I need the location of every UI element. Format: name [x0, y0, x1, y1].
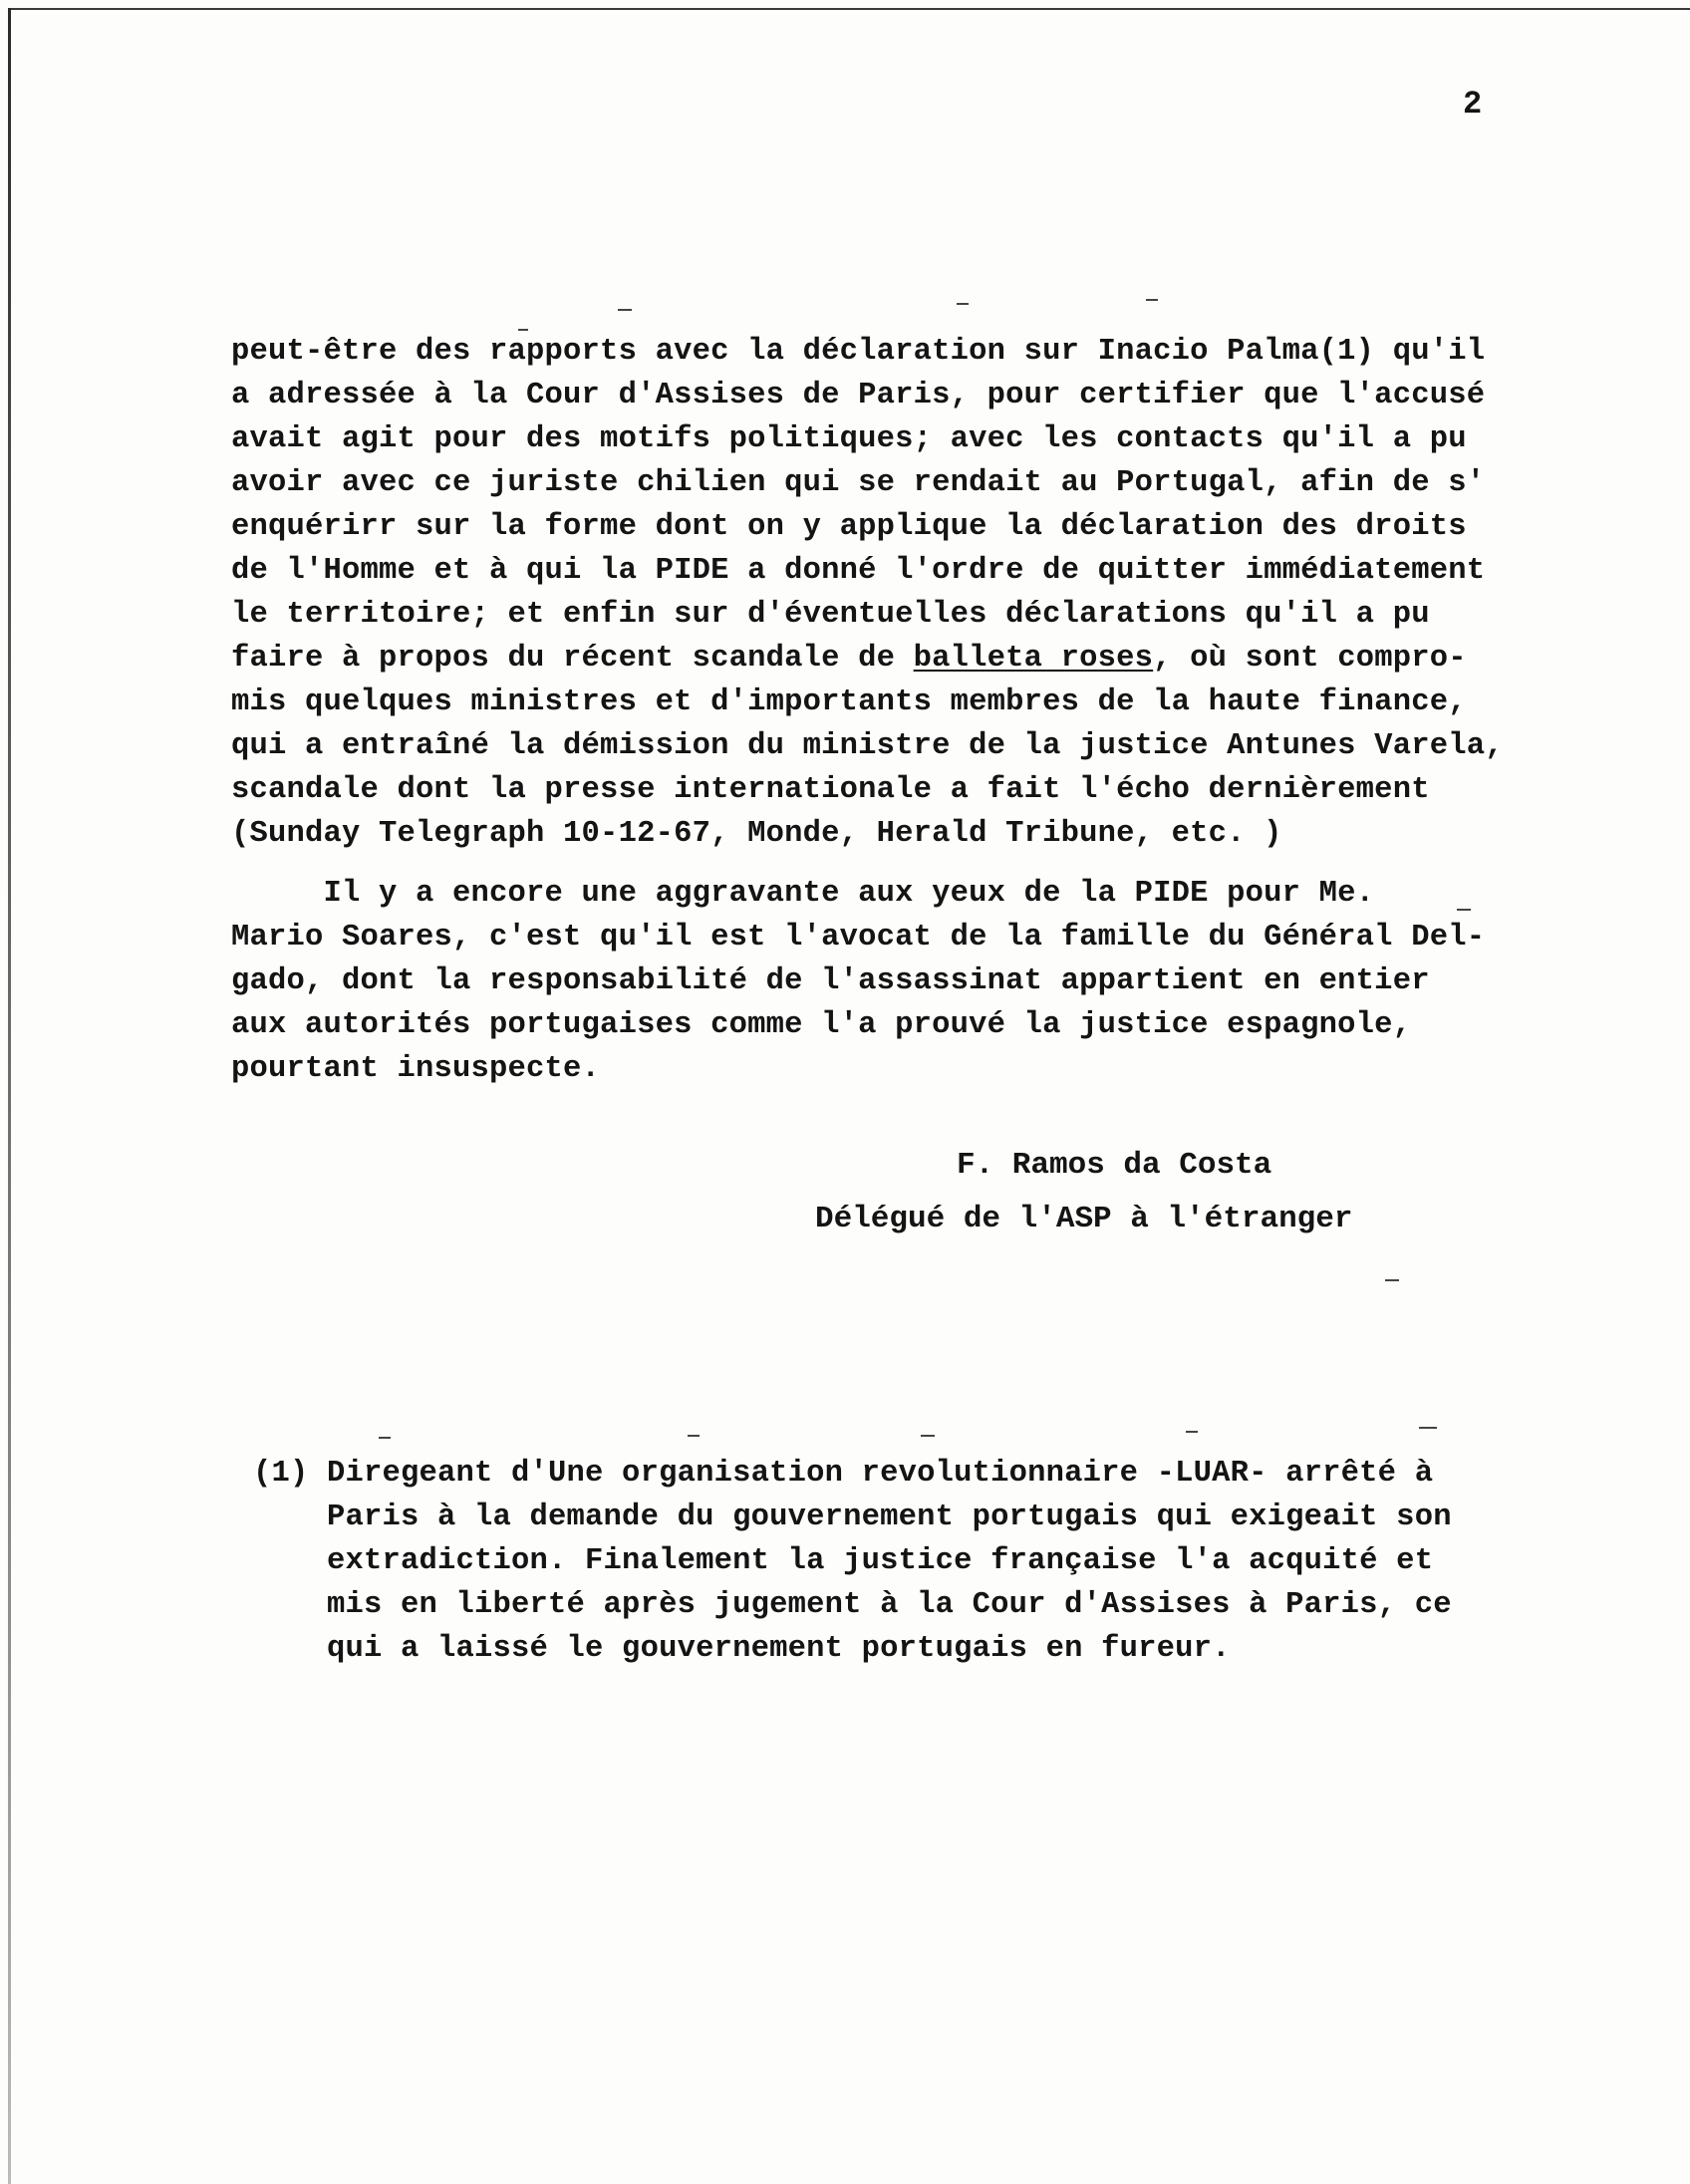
paragraph-line: mis quelques ministres et d'importants membres de la haute finance,: [231, 685, 1467, 719]
paragraph-line: aux autorités portugaises comme l'a prouvé la justice espagnole,: [231, 1008, 1412, 1042]
line-text: , où sont compro-: [1153, 642, 1467, 676]
paragraph-line: avoir avec ce juriste chilien qui se rendait au Portugal, afin de s': [231, 466, 1486, 500]
signature-name: F. Ramos da Costa: [957, 1148, 1272, 1183]
paragraph-line: gado, dont la responsabilité de l'assassinat appartient en entier: [231, 964, 1430, 998]
underlined-phrase: balleta roses: [913, 642, 1154, 676]
scan-top-edge: [8, 8, 1690, 10]
paragraph-line-with-underline: [231, 642, 1467, 676]
footnote-line: qui a laissé le gouvernement portugais en fureur.: [253, 1632, 1231, 1666]
paragraph-line: peut-être des rapports avec la déclaration sur Inacio Palma(1) qu'il: [231, 335, 1486, 369]
paragraph-line: le territoire; et enfin sur d'éventuelles déclarations qu'il a pu: [231, 598, 1430, 632]
line-text: faire à propos du récent scandale de: [231, 642, 914, 676]
paragraph-line: avait agit pour des motifs politiques; avec les contacts qu'il a pu: [231, 422, 1467, 456]
paragraph-line: de l'Homme et à qui la PIDE a donné l'ordre de quitter immédiatement: [231, 554, 1486, 588]
page-number: 2: [1463, 86, 1483, 123]
paragraph-line: pourtant insuspecte.: [231, 1052, 601, 1086]
paragraph-line: scandale dont la presse internationale a fait l'écho dernièrement: [231, 773, 1430, 807]
paragraph-line: Il y a encore une aggravante aux yeux de la PIDE pour Me.: [231, 877, 1375, 911]
footnote-line: Paris à la demande du gouvernement portugais qui exigeait son: [253, 1501, 1452, 1534]
footnote-line: extradiction. Finalement la justice française l'a acquité et: [253, 1544, 1434, 1578]
paragraph-line: a adressée à la Cour d'Assises de Paris, pour certifier que l'accusé: [231, 379, 1486, 412]
footnote-line: mis en liberté après jugement à la Cour d'Assises à Paris, ce: [253, 1588, 1452, 1622]
footnote-line: (1) Diregeant d'Une organisation revolutionnaire -LUAR- arrêté à: [253, 1457, 1434, 1491]
signature-title: Délégué de l'ASP à l'étranger: [815, 1202, 1353, 1236]
paragraph-line: (Sunday Telegraph 10-12-67, Monde, Herald Tribune, etc. ): [231, 817, 1282, 851]
paragraph-line: qui a entraîné la démission du ministre de la justice Antunes Varela,: [231, 729, 1504, 763]
paragraph-line: Mario Soares, c'est qu'il est l'avocat de la famille du Général Del-: [231, 921, 1486, 955]
paragraph-line: enquérirr sur la forme dont on y applique la déclaration des droits: [231, 510, 1467, 544]
scan-left-edge: [8, 8, 11, 2184]
